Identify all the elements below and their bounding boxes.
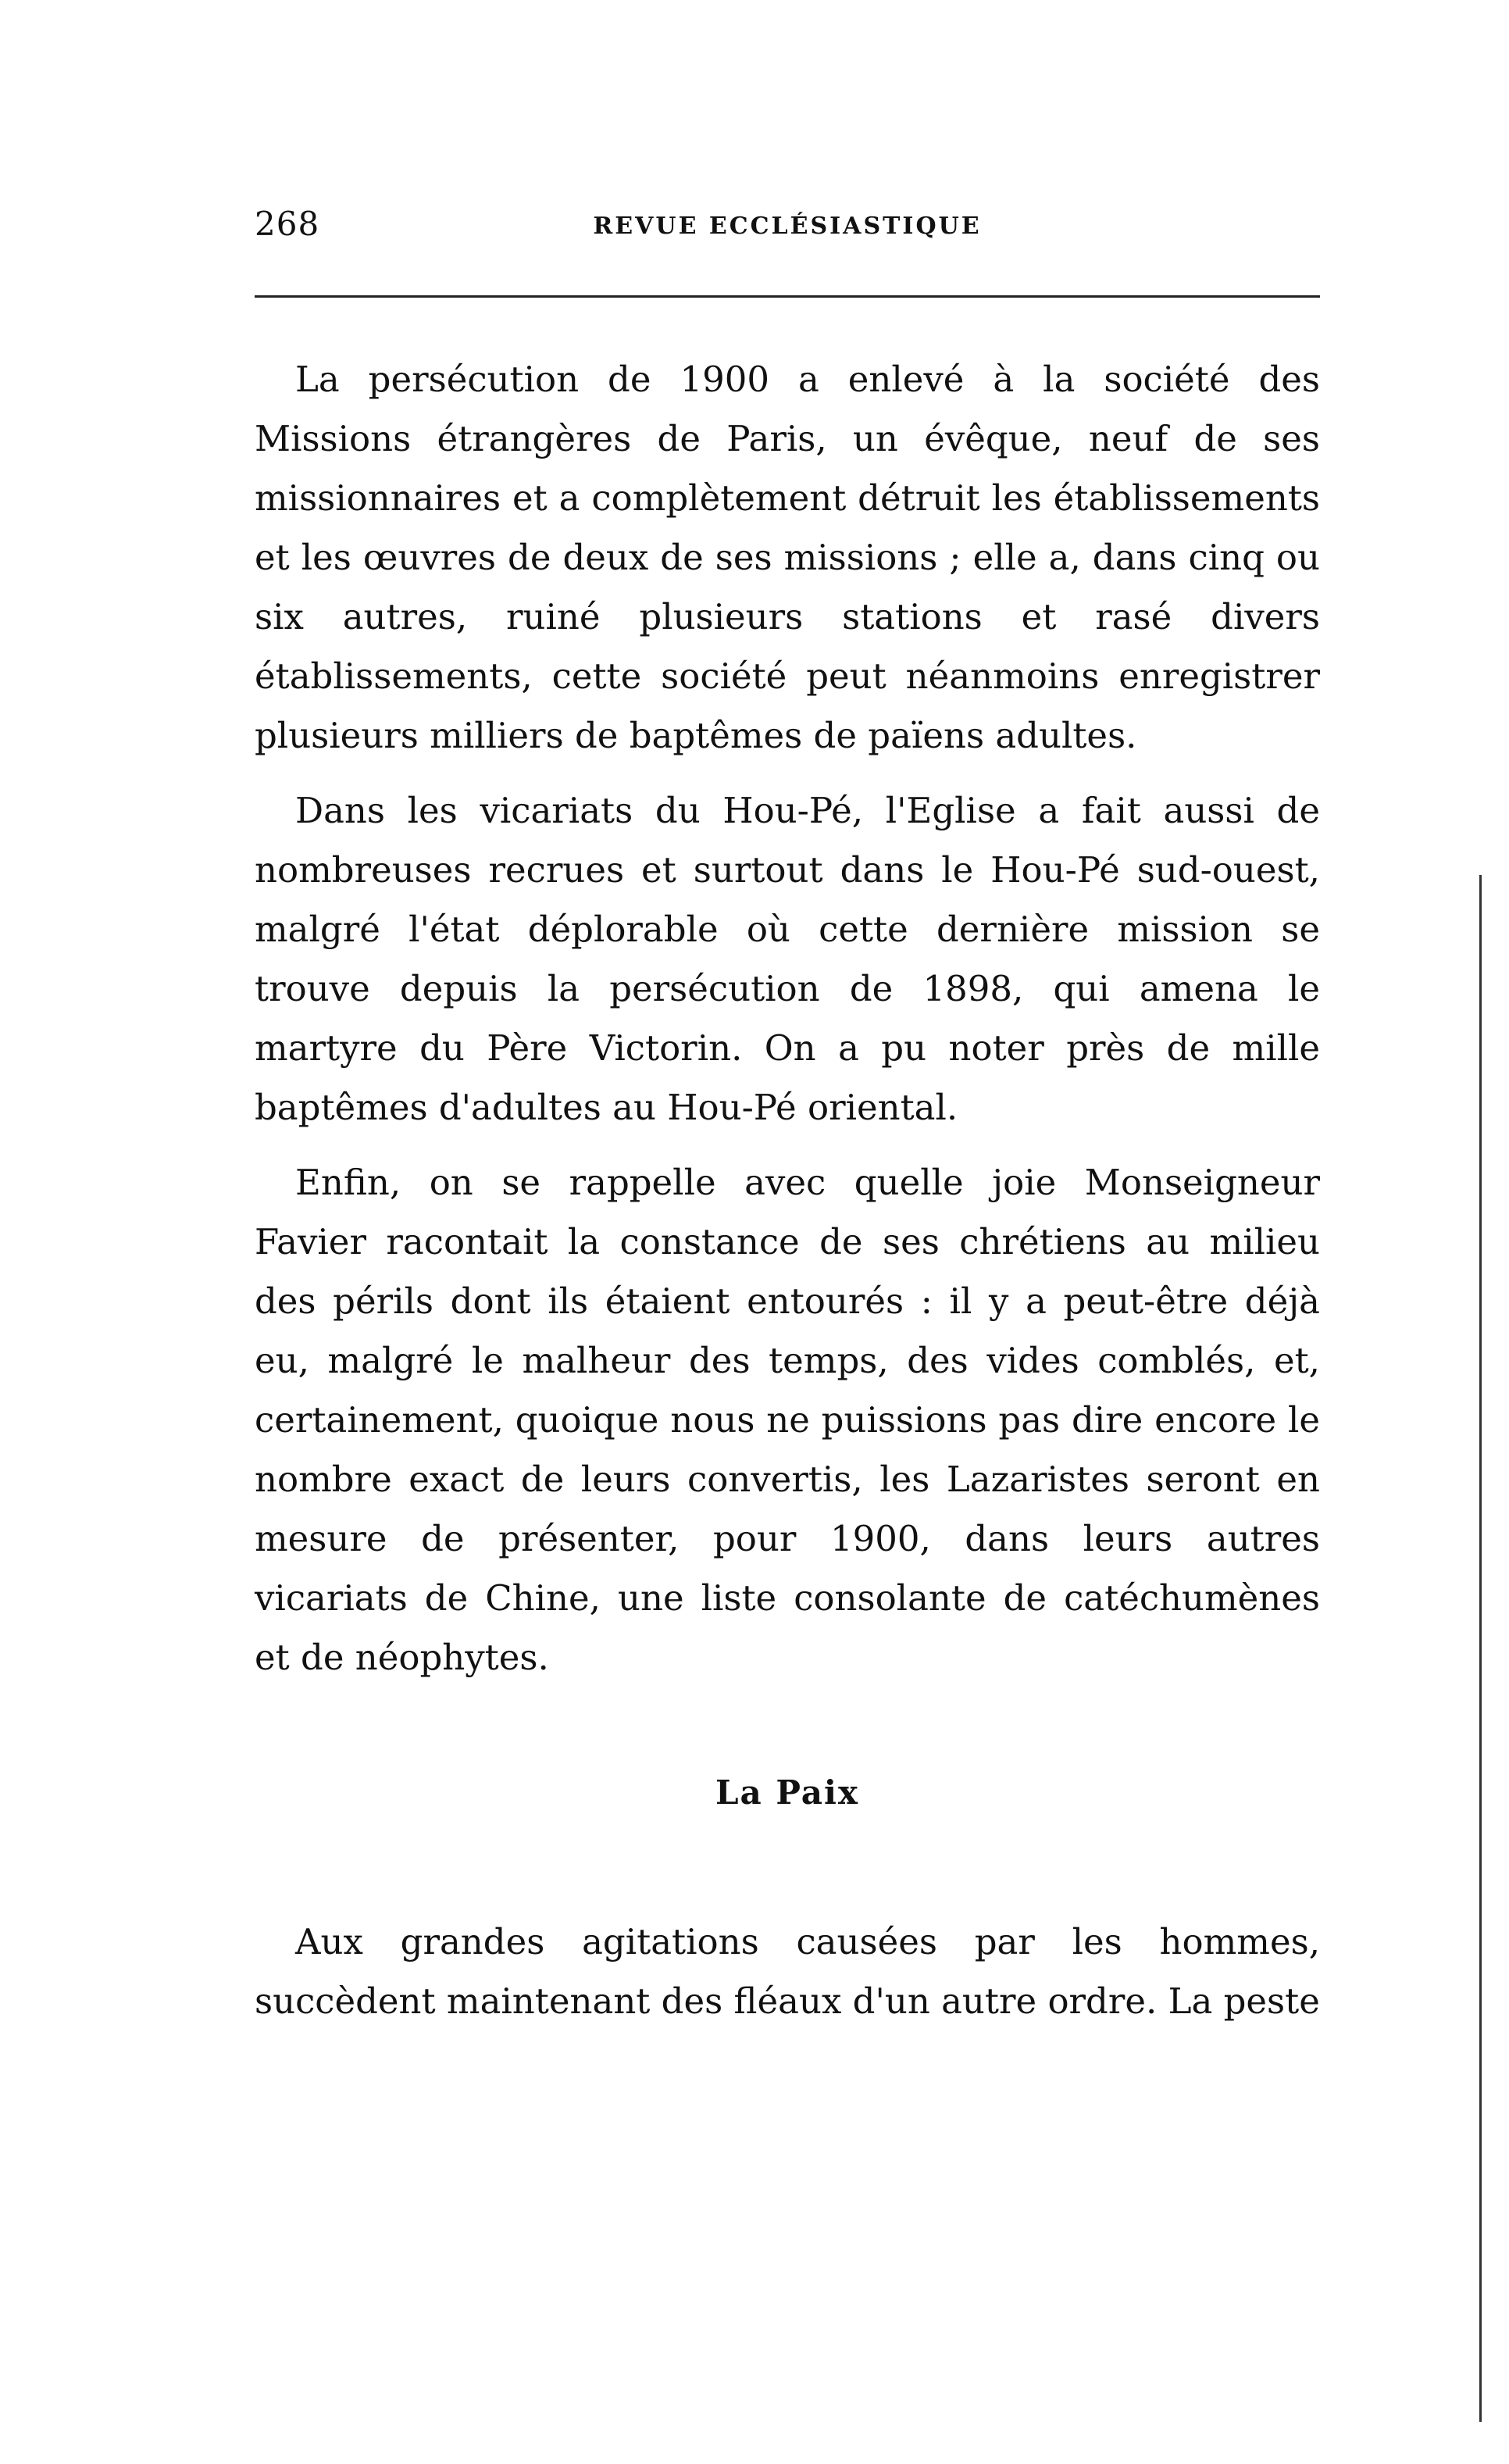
paragraph-paix: Aux grandes agitations causées par les hommes, succèdent maintenant des fléaux d'un autre ordre. La peste [255,1921,1320,2022]
page-number: 268 [255,205,320,243]
running-title: REVUE ECCLÉSIASTIQUE [593,212,982,240]
paragraph-favier: Enfin, on se rappelle avec quelle joie Monseigneur Favier racontait la constance de ses chrétiens au milieu des périls dont ils étaient entourés : il y a peut-être déjà eu, malgré le malheur des temps, des vides comblés, et, certainement, quoique nous ne puissions pas dire encore le nombre exact de leurs convertis, les Lazaristes seront en mesure de présenter, pour 1900, dans leurs autres vicariats de Chine, une liste consolante de catéchumènes et de néophytes. [255,1162,1320,1678]
header-rule [255,295,1320,298]
body-text [255,350,1320,1703]
section-body [255,1912,1320,2047]
paragraph-persecution: La persécution de 1900 a enlevé à la société des Missions étrangères de Paris, un évêque, neuf de ses missionnaires et a complètement détruit les établissements et les œuvres de deux de ses missions ; elle a, dans cinq ou six autres, ruiné plusieurs stations et rasé divers établissements, cette société peut néanmoins enregistrer plusieurs milliers de baptêmes de païens adultes. [255,359,1320,756]
paragraph-hou-pe: Dans les vicariats du Hou-Pé, l'Eglise a fait aussi de nombreuses recrues et surtout dans le Hou-Pé sud-ouest, malgré l'état déplorable où cette dernière mission se trouve depuis la persécution de 1898, qui amena le martyre du Père Victorin. On a pu noter près de mille baptêmes d'adultes au Hou-Pé oriental. [255,790,1320,1128]
page-header [255,205,1320,252]
section-heading: La Paix [715,1773,860,1812]
margin-scan-edge [1479,875,1482,2422]
